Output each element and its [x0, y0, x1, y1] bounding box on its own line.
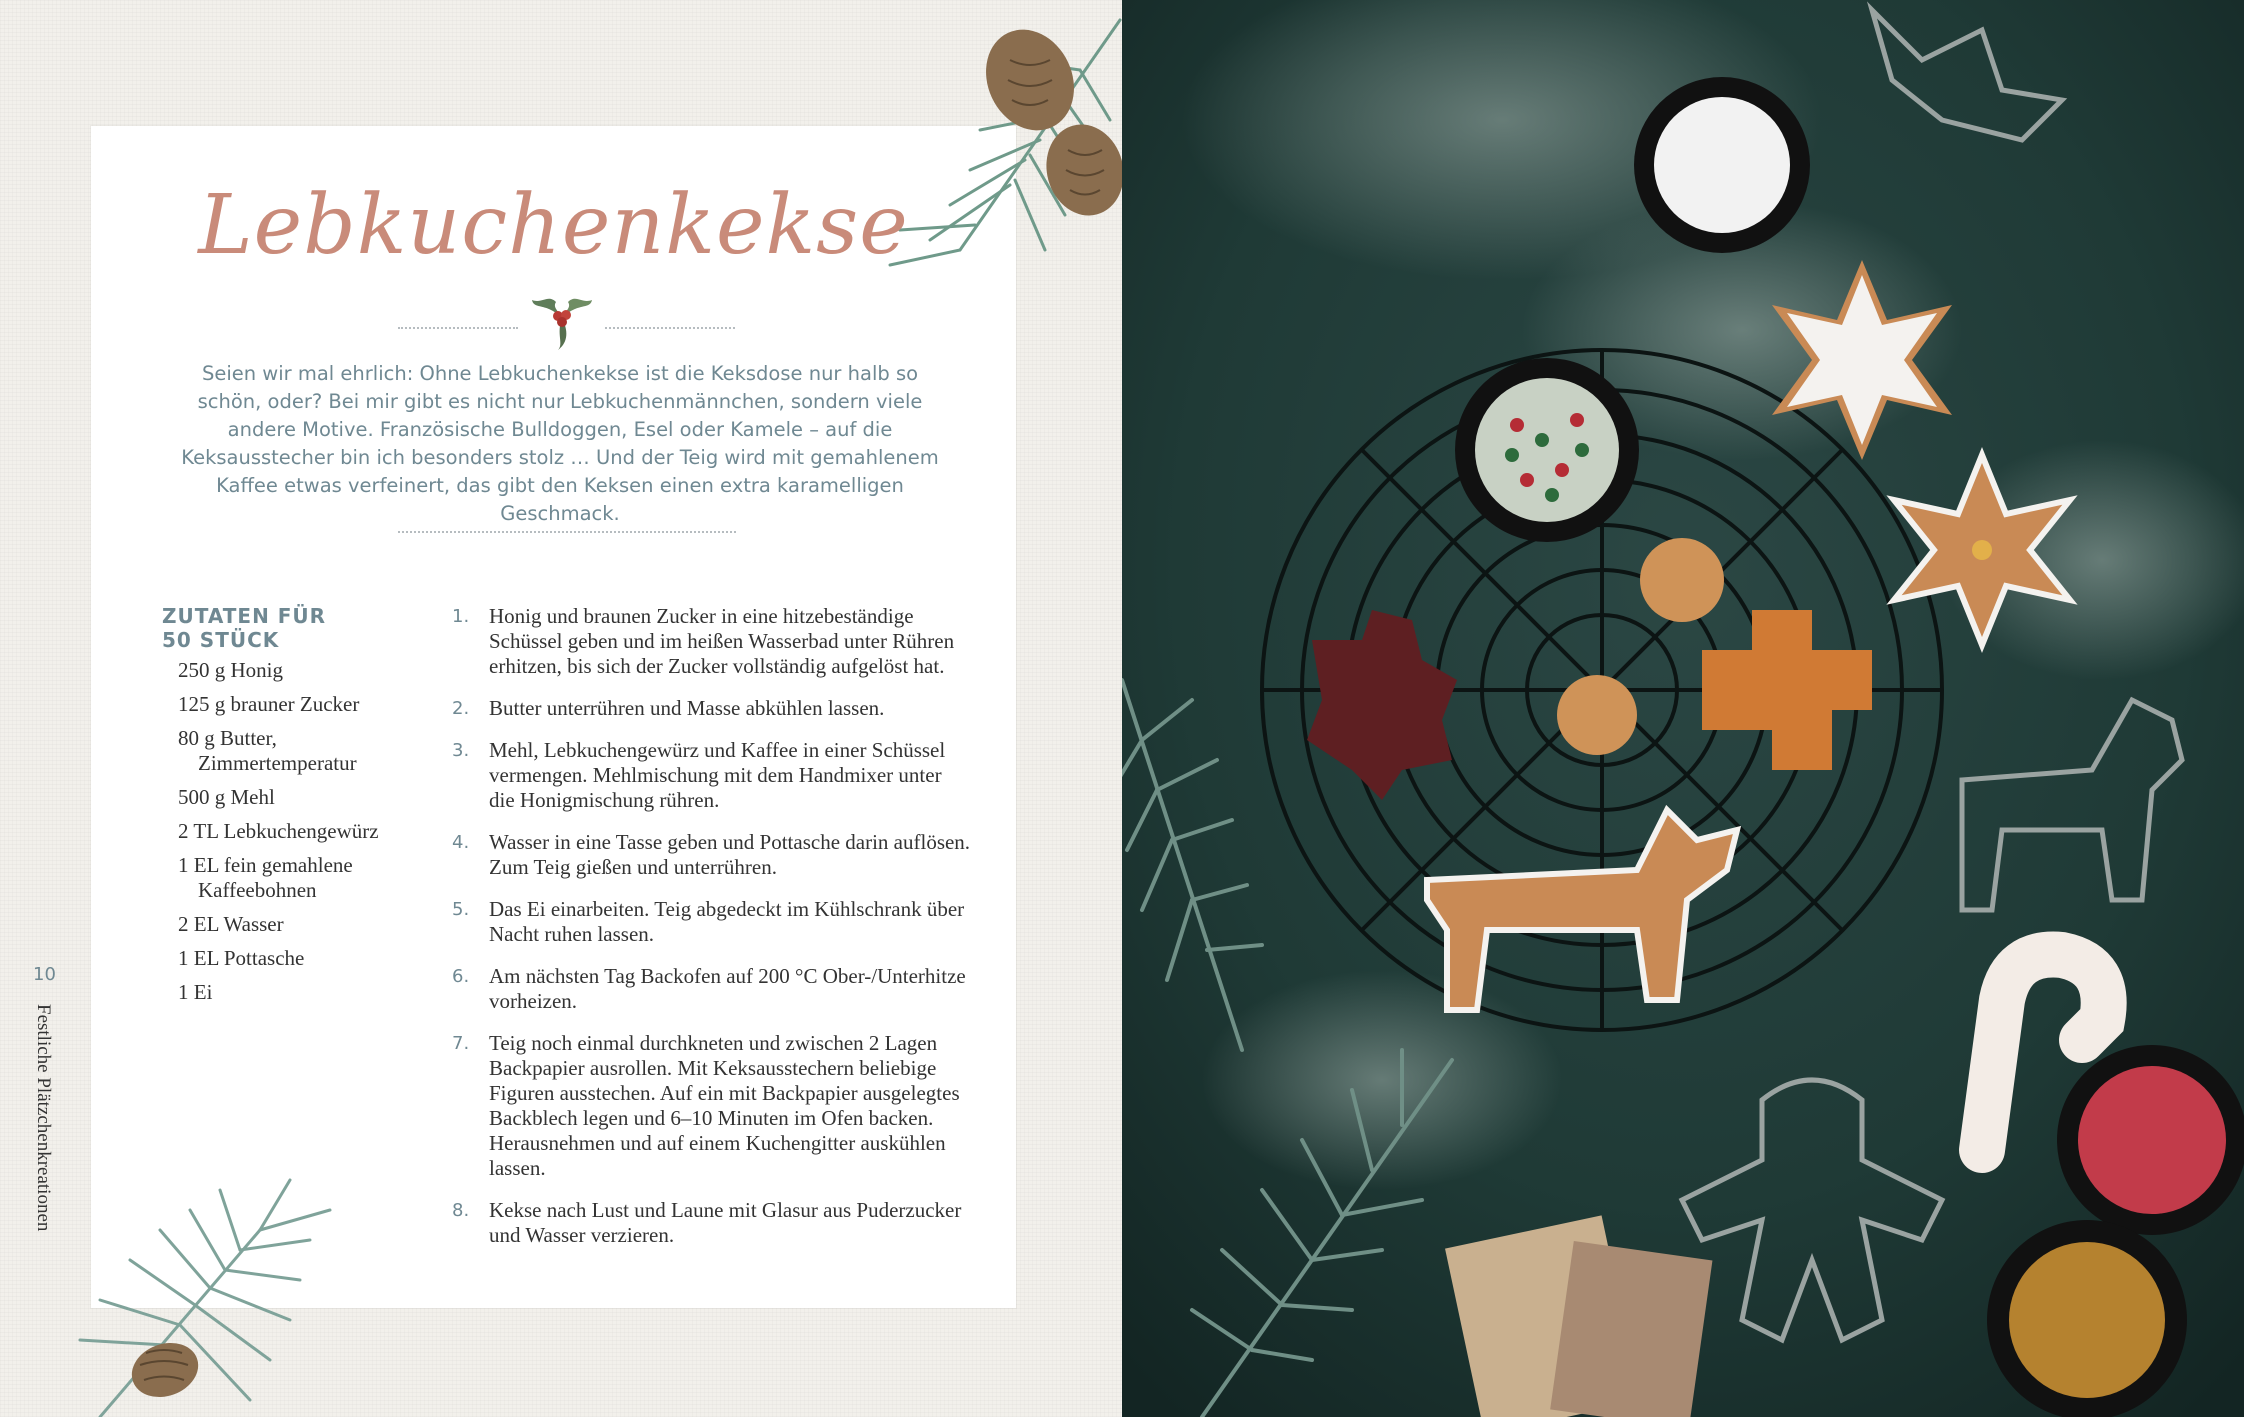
ingredient-item: 500 g Mehl — [178, 785, 275, 809]
divider-top-left — [398, 327, 518, 329]
intro-text: Seien wir mal ehrlich: Ohne Lebkuchenkekse ist die Keksdose nur halb so schön, oder? Bei mir gibt es nicht nur Lebkuchenmännchen, sondern viele andere Motive. Französische Bulldoggen, Esel oder Kamele – auf die Keksausstecher bin ich besonders stolz … Und der Teig wird mit gemahlenem Kaffee etwas verfeinert, das gibt den Keksen einen extra karamelligen Geschmack. — [181, 362, 939, 525]
bowl-christmas-sprinkles — [1455, 358, 1639, 542]
step-number: 7. — [452, 1033, 470, 1054]
cookie-photo — [1122, 0, 2244, 1417]
steps-list — [452, 604, 972, 1265]
step-item — [452, 1198, 972, 1248]
recipe-title: Lebkuchenkekse — [198, 178, 909, 273]
step-item — [452, 897, 972, 947]
bowl-red-sprinkles — [2057, 1045, 2244, 1235]
running-head: Festliche Plätzchenkreationen — [33, 1004, 54, 1232]
step-text: Butter unterrühren und Masse abkühlen lassen. — [489, 696, 885, 720]
step-text: Teig noch einmal durchkneten und zwischen 2 Lagen Backpapier ausrollen. Mit Keksausstechern beliebige Figuren ausstechen. Auf ein mit Backpapier ausgelegtes Backblech legen und 6–10 Minuten im Ofen backen. Herausnehmen und auf einem Kuchengitter auskühlen lassen. — [489, 1031, 960, 1180]
bowl-gold-pearls — [1987, 1220, 2187, 1417]
ingredients-heading: ZUTATEN FÜR 50 STÜCK — [162, 604, 327, 652]
ingredient-item: 1 EL Pottasche — [178, 946, 305, 970]
ingredient-item: 2 TL Lebkuchengewürz — [178, 819, 379, 843]
step-text: Mehl, Lebkuchengewürz und Kaffee in einer Schüssel vermengen. Mehlmischung mit dem Handmixer unter die Honigmischung rühren. — [489, 738, 946, 812]
step-number: 3. — [452, 740, 470, 761]
ingredient-item: 125 g brauner Zucker — [178, 692, 360, 716]
pinecone-icon — [60, 1170, 350, 1417]
step-item — [452, 1031, 972, 1181]
ingredient-item: 1 Ei — [178, 980, 213, 1004]
divider-bottom — [398, 531, 736, 533]
step-item — [452, 738, 972, 813]
step-number: 5. — [452, 899, 470, 920]
ingredients-list — [178, 658, 418, 1014]
step-number: 8. — [452, 1200, 470, 1221]
step-item — [452, 830, 972, 880]
step-item — [452, 604, 972, 679]
holly-icon — [526, 282, 598, 354]
step-text: Kekse nach Lust und Laune mit Glasur aus Puderzucker und Wasser verzieren. — [489, 1198, 962, 1247]
step-number: 1. — [452, 606, 470, 627]
divider-top-right — [605, 327, 735, 329]
ingredient-item: 80 g Butter, Zimmertemperatur — [178, 726, 357, 775]
step-item — [452, 964, 972, 1014]
step-number: 4. — [452, 832, 470, 853]
step-text: Am nächsten Tag Backofen auf 200 °C Ober-/Unterhitze vorheizen. — [489, 964, 966, 1013]
step-number: 6. — [452, 966, 470, 987]
ingredient-item: 1 EL fein gemahlene Kaffeebohnen — [178, 853, 353, 902]
ingredient-item: 2 EL Wasser — [178, 912, 284, 936]
page-number: 10 — [33, 964, 56, 985]
bowl-white-sprinkles — [1634, 77, 1810, 253]
step-number: 2. — [452, 698, 470, 719]
photo-illustration — [1122, 0, 2244, 1417]
step-item — [452, 696, 972, 721]
step-text: Das Ei einarbeiten. Teig abgedeckt im Kühlschrank über Nacht ruhen lassen. — [489, 897, 965, 946]
ingredient-item: 250 g Honig — [178, 658, 283, 682]
step-text: Honig und braunen Zucker in eine hitzebeständige Schüssel geben und im heißen Wasserbad unter Rühren erhitzen, bis sich der Zucker vollständig aufgelöst hat. — [489, 604, 955, 678]
step-text: Wasser in eine Tasse geben und Pottasche darin auflösen. Zum Teig gießen und unterrühren. — [489, 830, 971, 879]
